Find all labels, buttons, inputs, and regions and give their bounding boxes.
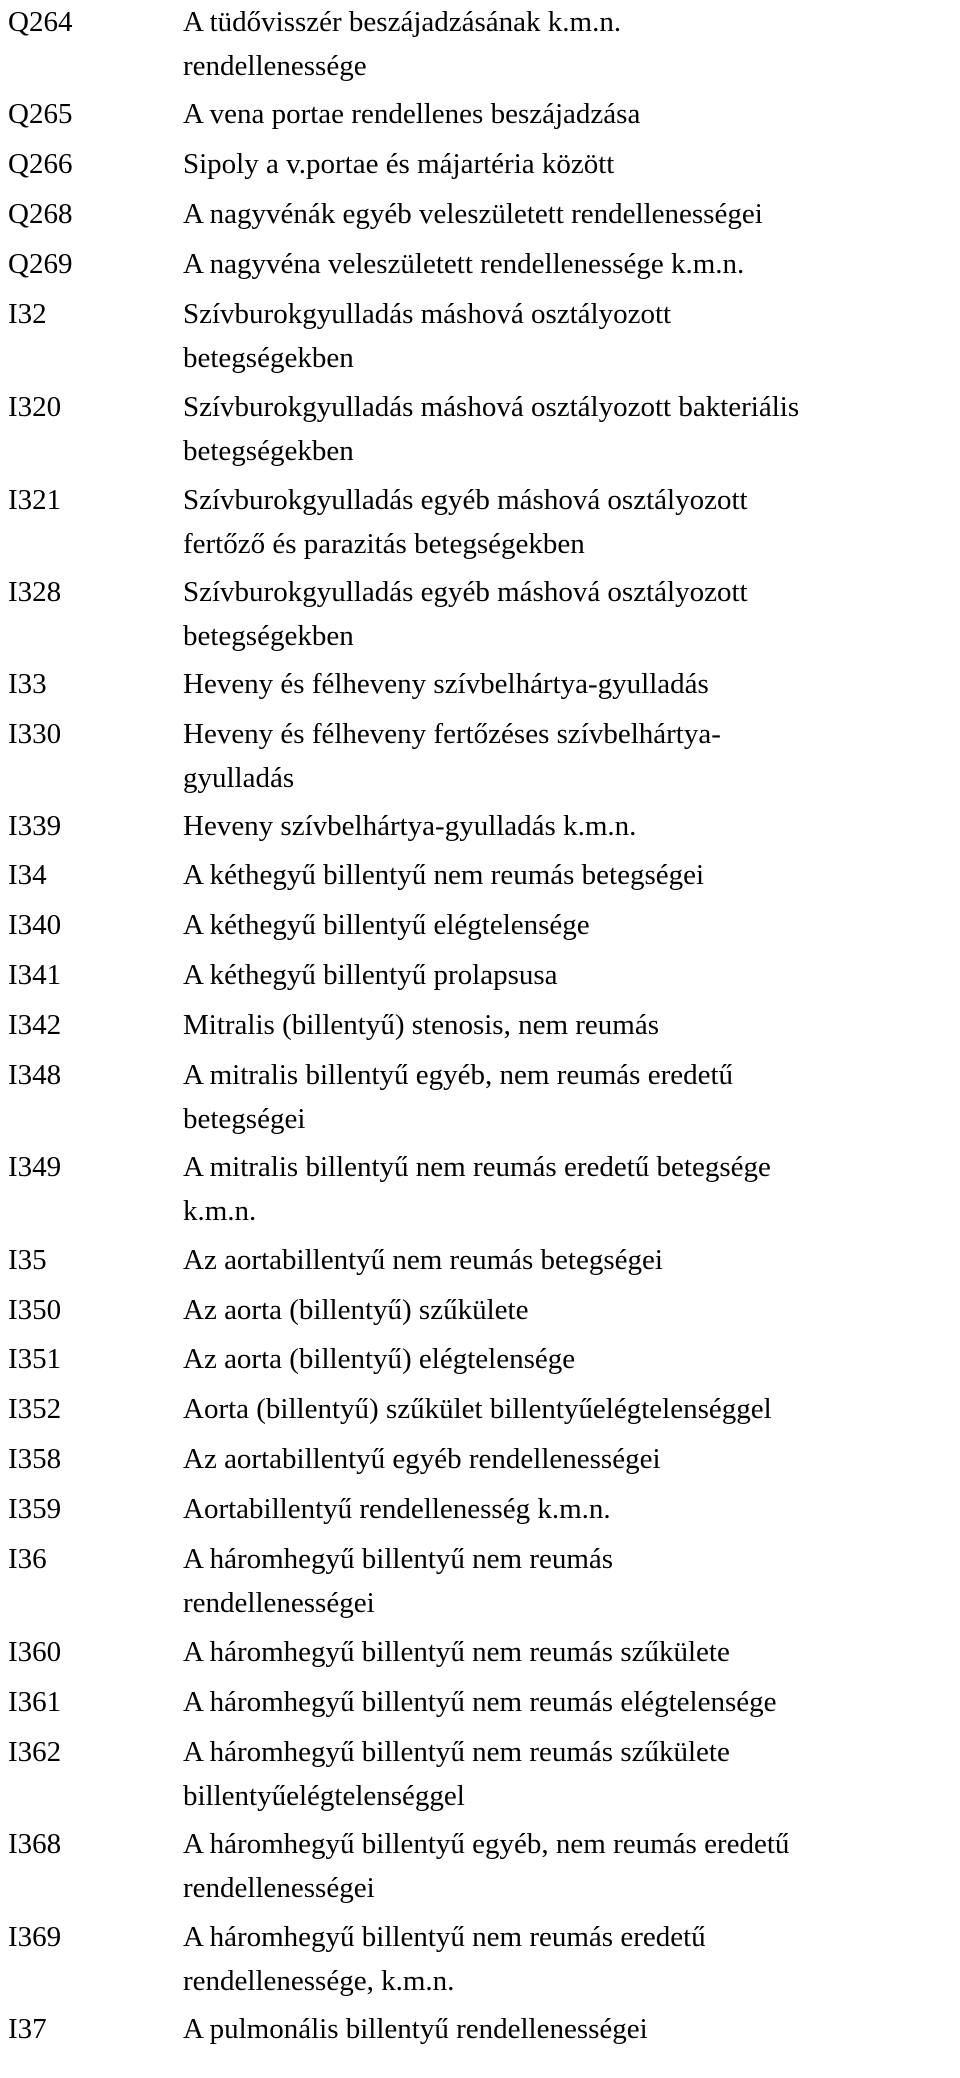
code-label: I328 — [8, 576, 62, 608]
description-line: Szívburokgyulladás egyéb máshová osztályozott — [183, 576, 748, 608]
description-line: A háromhegyű billentyű nem reumás — [183, 1543, 614, 1575]
code-description — [183, 953, 953, 997]
code-label: I321 — [8, 484, 62, 516]
description-line: Szívburokgyulladás egyéb máshová osztályozott — [183, 484, 748, 516]
code-description — [183, 0, 953, 88]
code-description — [183, 903, 953, 947]
description-line: Sipoly a v.portae és májartéria között — [183, 148, 615, 180]
code-description — [183, 1680, 953, 1724]
code-description — [183, 1915, 953, 2003]
code-description — [183, 1387, 953, 1431]
description-line: A nagyvéna veleszületett rendellenessége k.m.n. — [183, 248, 745, 280]
description-line: A mitralis billentyű nem reumás eredetű betegsége — [183, 1151, 771, 1183]
code-label: Q264 — [8, 6, 73, 38]
description-line: A tüdővisszér beszájadzásának k.m.n. — [183, 6, 622, 38]
description-line: Mitralis (billentyű) stenosis, nem reumás — [183, 1009, 660, 1041]
code-label: Q265 — [8, 98, 73, 130]
code-description — [183, 1630, 953, 1674]
description-line: betegségekben — [183, 342, 354, 374]
description-line: rendellenességei — [183, 1587, 375, 1619]
code-description — [183, 385, 953, 473]
code-label: I349 — [8, 1151, 62, 1183]
description-line: billentyűelégtelenséggel — [183, 1780, 465, 1812]
code-label: I37 — [8, 2013, 47, 2045]
code-label: I368 — [8, 1828, 62, 1860]
code-label: I369 — [8, 1921, 62, 1953]
description-line: Az aortabillentyű egyéb rendellenességei — [183, 1443, 661, 1475]
description-line: A mitralis billentyű egyéb, nem reumás eredetű — [183, 1059, 734, 1091]
description-line: betegségei — [183, 1103, 306, 1135]
code-label: I339 — [8, 810, 62, 842]
code-label: I351 — [8, 1343, 62, 1375]
description-line: rendellenessége — [183, 50, 367, 82]
description-line: Heveny szívbelhártya-gyulladás k.m.n. — [183, 810, 637, 842]
code-label: I34 — [8, 859, 47, 891]
description-line: gyulladás — [183, 762, 295, 794]
code-description — [183, 242, 953, 286]
description-line: A nagyvénák egyéb veleszületett rendellenességei — [183, 198, 763, 230]
description-line: k.m.n. — [183, 1195, 257, 1227]
description-line: Az aortabillentyű nem reumás betegségei — [183, 1244, 663, 1276]
description-line: A pulmonális billentyű rendellenességei — [183, 2013, 648, 2045]
code-description — [183, 142, 953, 186]
description-line: A vena portae rendellenes beszájadzása — [183, 98, 641, 130]
code-label: I340 — [8, 909, 62, 941]
code-description — [183, 804, 953, 848]
code-label: I350 — [8, 1294, 62, 1326]
code-description — [183, 1730, 953, 1818]
code-description — [183, 478, 953, 566]
code-description — [183, 1537, 953, 1625]
description-line: rendellenessége, k.m.n. — [183, 1965, 455, 1997]
code-label: I342 — [8, 1009, 62, 1041]
code-label: I33 — [8, 668, 47, 700]
code-description — [183, 1487, 953, 1531]
code-description — [183, 292, 953, 380]
description-line: A kéthegyű billentyű nem reumás betegségei — [183, 859, 705, 891]
description-line: Heveny és félheveny szívbelhártya-gyulladás — [183, 668, 709, 700]
code-description — [183, 1437, 953, 1481]
code-label: I341 — [8, 959, 62, 991]
code-description — [183, 1822, 953, 1910]
description-line: A háromhegyű billentyű nem reumás elégtelensége — [183, 1686, 777, 1718]
code-label: I358 — [8, 1443, 62, 1475]
code-label: I361 — [8, 1686, 62, 1718]
code-label: I330 — [8, 718, 62, 750]
code-description — [183, 712, 953, 800]
code-label: I352 — [8, 1393, 62, 1425]
code-description — [183, 570, 953, 658]
description-line: A háromhegyű billentyű nem reumás eredetű — [183, 1921, 706, 1953]
description-line: fertőző és parazitás betegségekben — [183, 528, 585, 560]
code-description — [183, 853, 953, 897]
code-label: I36 — [8, 1543, 47, 1575]
description-line: A háromhegyű billentyű egyéb, nem reumás eredetű — [183, 1828, 790, 1860]
description-line: Szívburokgyulladás máshová osztályozott bakteriális — [183, 391, 800, 423]
code-description — [183, 1145, 953, 1233]
code-label: I360 — [8, 1636, 62, 1668]
description-line: Aorta (billentyű) szűkület billentyűelégtelenséggel — [183, 1393, 772, 1425]
code-label: I35 — [8, 1244, 47, 1276]
description-line: rendellenességei — [183, 1872, 375, 1904]
code-description — [183, 1337, 953, 1381]
description-line: A háromhegyű billentyű nem reumás szűkülete — [183, 1736, 730, 1768]
description-line: A háromhegyű billentyű nem reumás szűkülete — [183, 1636, 730, 1668]
code-description — [183, 192, 953, 236]
code-description — [183, 2007, 953, 2051]
description-line: Az aorta (billentyű) elégtelensége — [183, 1343, 576, 1375]
description-line: Az aorta (billentyű) szűkülete — [183, 1294, 529, 1326]
description-line: betegségekben — [183, 620, 354, 652]
code-label: I359 — [8, 1493, 62, 1525]
code-description — [183, 1238, 953, 1282]
description-line: A kéthegyű billentyű elégtelensége — [183, 909, 590, 941]
code-label: I348 — [8, 1059, 62, 1091]
description-line: betegségekben — [183, 435, 354, 467]
description-line: Aortabillentyű rendellenesség k.m.n. — [183, 1493, 611, 1525]
code-label: Q268 — [8, 198, 73, 230]
description-line: Heveny és félheveny fertőzéses szívbelhártya- — [183, 718, 721, 750]
code-label: I320 — [8, 391, 62, 423]
code-label: Q269 — [8, 248, 73, 280]
code-description — [183, 662, 953, 706]
code-description — [183, 1053, 953, 1141]
code-description — [183, 92, 953, 136]
code-description — [183, 1003, 953, 1047]
description-line: Szívburokgyulladás máshová osztályozott — [183, 298, 672, 330]
code-description — [183, 1288, 953, 1332]
code-label: I32 — [8, 298, 47, 330]
code-label: Q266 — [8, 148, 73, 180]
description-line: A kéthegyű billentyű prolapsusa — [183, 959, 558, 991]
code-label: I362 — [8, 1736, 62, 1768]
